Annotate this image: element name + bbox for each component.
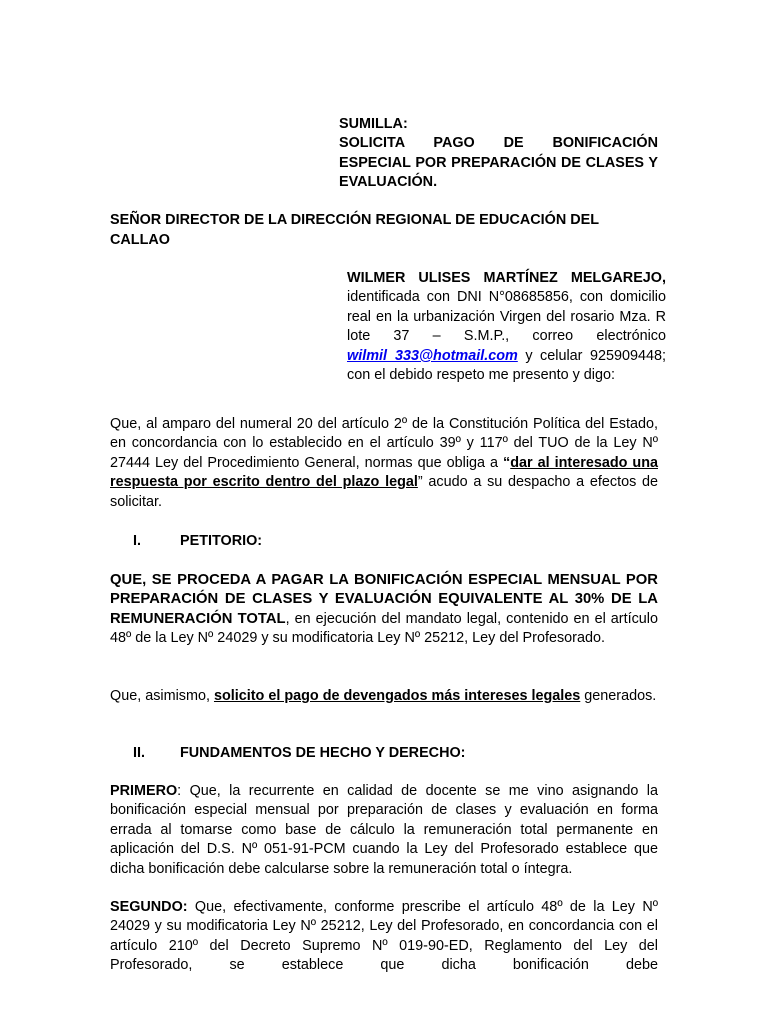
petitioner-name: WILMER ULISES MARTÍNEZ MELGAREJO, bbox=[347, 270, 666, 286]
petition-rest: , en ejecución del mandato legal, contenido en el artículo 48º de la Ley Nº 24029 y su modificatoria Ley Nº 25212, Ley del Profesorado. bbox=[110, 610, 658, 647]
devengados-text: Que, asimismo, bbox=[110, 688, 214, 704]
sumilla-label: SUMILLA: bbox=[339, 116, 408, 132]
intro-text-end: ” acudo a su despacho a efectos de solicitar. bbox=[110, 474, 658, 510]
petition-paragraph bbox=[110, 571, 658, 649]
email-link[interactable]: wilmil_333@hotmail.com bbox=[347, 347, 518, 364]
petitioner-details: identificada con DNI N°08685856, con domicilio real en la urbanización Virgen del rosario Mza. R lote 37 – S.M.P., correo electrónico bbox=[347, 289, 666, 345]
petitioner-block bbox=[347, 269, 666, 385]
intro-paragraph bbox=[110, 415, 658, 512]
section-number: II. bbox=[133, 745, 145, 761]
sumilla-block bbox=[339, 115, 658, 193]
devengados-end: generados. bbox=[580, 688, 657, 704]
intro-quote-open: “ bbox=[503, 454, 511, 471]
segundo-label: SEGUNDO: bbox=[110, 899, 188, 915]
section-title: FUNDAMENTOS DE HECHO Y DERECHO: bbox=[180, 745, 466, 761]
section-number: I. bbox=[133, 533, 141, 549]
petitioner-contact: y celular 925909448; con el debido respeto me presento y digo: bbox=[347, 347, 666, 384]
petition-bold: QUE, SE PROCEDA A PAGAR LA BONIFICACIÓN ESPECIAL MENSUAL POR PREPARACIÓN DE CLASES Y EVALUACIÓN EQUIVALENTE AL 30% DE LA REMUNERACIÓN TOTAL bbox=[110, 572, 658, 627]
section-title: PETITORIO: bbox=[180, 533, 263, 549]
sumilla-text: SOLICITA PAGO DE BONIFICACIÓN ESPECIAL POR PREPARACIÓN DE CLASES Y EVALUACIÓN. bbox=[339, 135, 658, 191]
primero-text: : Que, la recurrente en calidad de docente se me vino asignando la bonificación especial mensual por preparación de clases y evaluación en forma errada al tomarse como base de cálculo la remuneración total permanente en aplicación del D.S. Nº 051-91-PCM cuando la Ley del Profesorado establece que dicha bonificación debe calcularse sobre la remuneración total o íntegra. bbox=[110, 783, 658, 877]
intro-emphasis: dar al interesado una respuesta por escrito dentro del plazo legal bbox=[110, 454, 658, 491]
section-heading-fundamentos bbox=[133, 744, 553, 764]
primero-label: PRIMERO bbox=[110, 783, 178, 799]
intro-text: Que, al amparo del numeral 20 del artículo 2º de la Constitución Política del Estado, en concordancia con lo establecido en el artículo 39º y 117º del TUO de la Ley Nº 27444 Ley del Procedimiento General, normas que obliga a bbox=[110, 416, 658, 471]
primero-paragraph bbox=[110, 782, 658, 879]
section-heading-petitorio bbox=[133, 532, 433, 552]
devengados-paragraph bbox=[110, 687, 658, 706]
segundo-text: Que, efectivamente, conforme prescribe el artículo 48º de la Ley Nº 24029 y su modificatoria Ley Nº 25212, Ley del Profesorado, en concordancia con el artículo 210º del Decreto Supremo Nº 019-90-ED, Reglamento del Ley del Profesorado, se establece que dicha bonificación debe bbox=[110, 899, 658, 974]
segundo-paragraph bbox=[110, 898, 658, 976]
devengados-emphasis: solicito el pago de devengados más intereses legales bbox=[213, 688, 581, 704]
addressee: SEÑOR DIRECTOR DE LA DIRECCIÓN REGIONAL DE EDUCACIÓN DEL CALLAO bbox=[110, 212, 599, 248]
